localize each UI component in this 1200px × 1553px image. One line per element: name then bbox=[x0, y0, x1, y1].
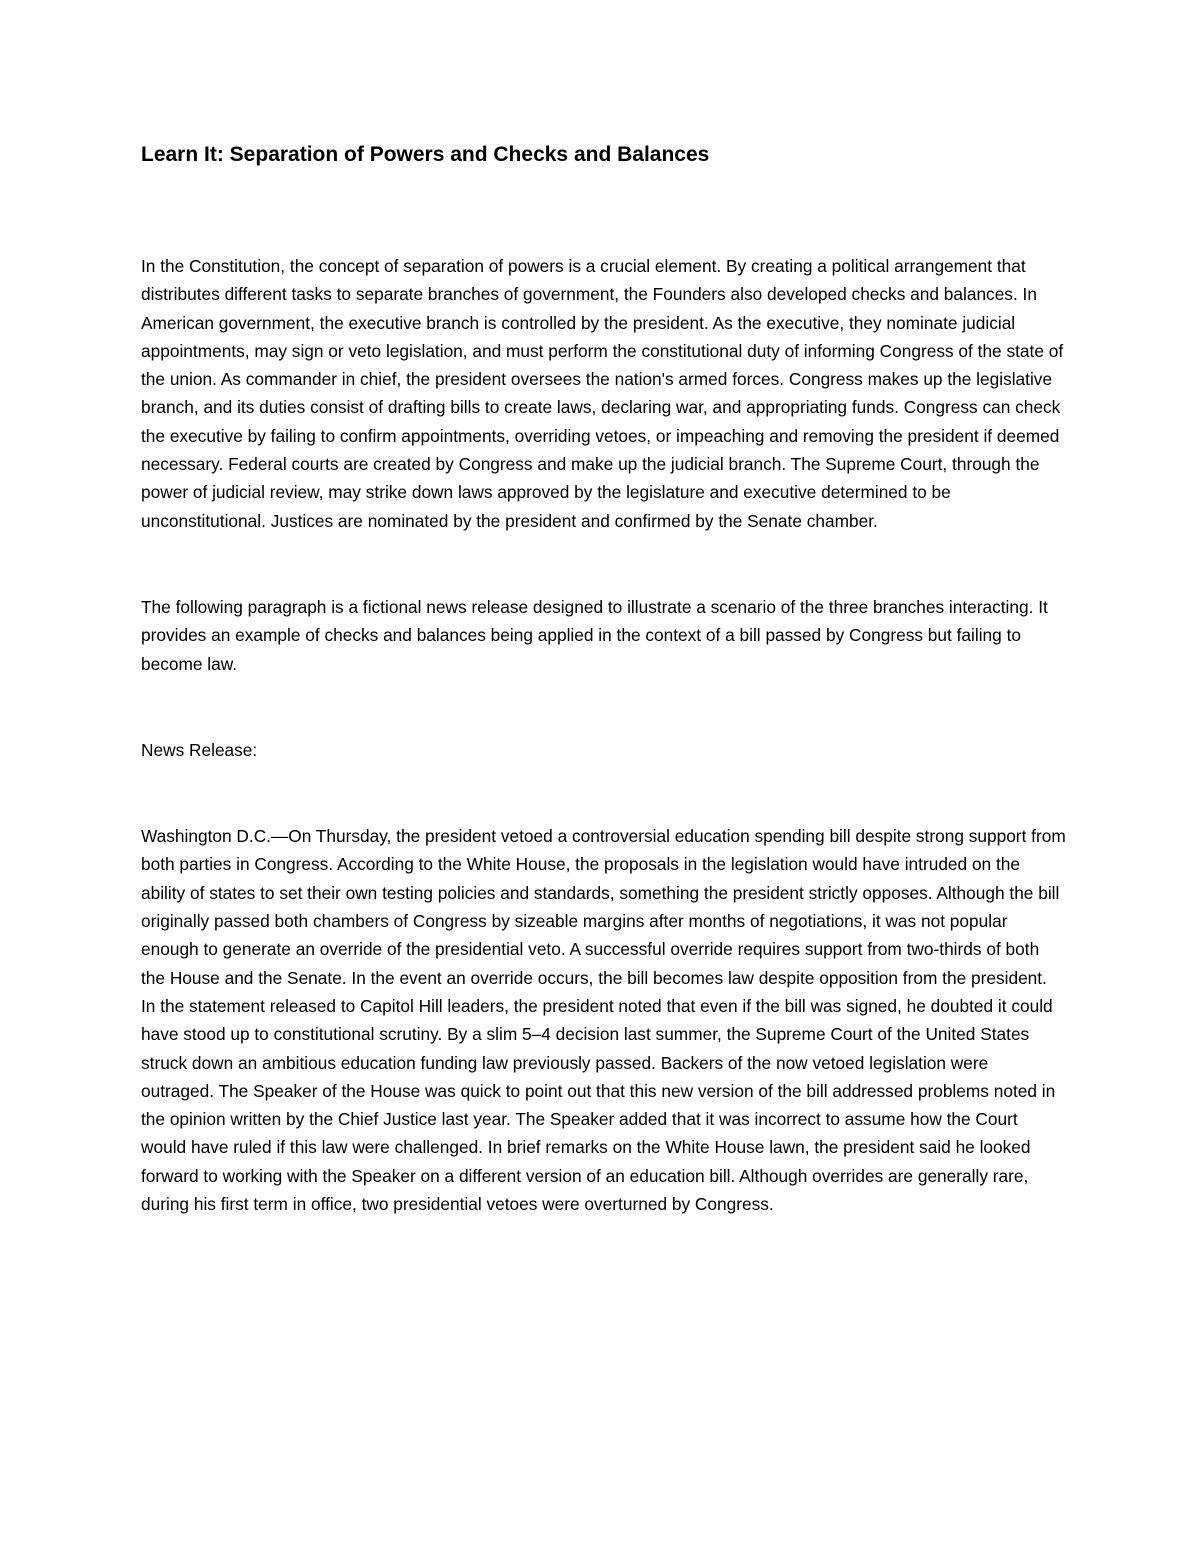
document-title: Learn It: Separation of Powers and Checks and Balances bbox=[141, 143, 710, 166]
paragraph-separation-of-powers: In the Constitution, the concept of separation of powers is a crucial element. By creating a political arrangement that distributes different tasks to separate branches of government, the Founders also developed checks and balances. In American government, the executive branch is controlled by the president. As the executive, they nominate judicial appointments, may sign or veto legislation, and must perform the constitutional duty of informing Congress of the state of the union. As commander in chief, the president oversees the nation's armed forces. Congress makes up the legislative branch, and its duties consist of drafting bills to create laws, declaring war, and appropriating funds. Congress can check the executive by failing to confirm appointments, overriding vetoes, or impeaching and removing the president if deemed necessary. Federal courts are created by Congress and make up the judicial branch. The Supreme Court, through the power of judicial review, may strike down laws approved by the legislature and executive determined to be unconstitutional. Justices are nominated by the president and confirmed by the Senate chamber. bbox=[141, 256, 1064, 531]
news-release-label: News Release: bbox=[141, 739, 258, 760]
paragraph-news-release: Washington D.C.—On Thursday, the president vetoed a controversial education spending bill despite strong support from both parties in Congress. According to the White House, the proposals in the legislation would have intruded on the ability of states to set their own testing policies and standards, something the president strictly opposes. Although the bill originally passed both chambers of Congress by sizeable margins after months of negotiations, it was not popular enough to generate an override of the presidential veto. A successful override requires support from two-thirds of both the House and the Senate. In the event an override occurs, the bill becomes law despite opposition from the president. In the statement released to Capitol Hill leaders, the president noted that even if the bill was signed, he doubted it could have stood up to constitutional scrutiny. By a slim 5–4 decision last summer, the Supreme Court of the United States struck down an ambitious education funding law previously passed. Backers of the now vetoed legislation were outraged. The Speaker of the House was quick to point out that this new version of the bill addressed problems noted in the opinion written by the Chief Justice last year. The Speaker added that it was incorrect to assume how the Court would have ruled if this law were challenged. In brief remarks on the White House lawn, the president said he looked forward to working with the Speaker on a different version of an education bill. Although overrides are generally rare, during his first term in office, two presidential vetoes were overturned by Congress. bbox=[141, 826, 1066, 1215]
paragraph-news-intro: The following paragraph is a fictional news release designed to illustrate a scenario of the three branches interacting. It provides an example of checks and balances being applied in the context of a bill passed by Congress but failing to become law. bbox=[141, 596, 1048, 674]
paragraph-spacer bbox=[141, 535, 1066, 593]
paragraph-spacer bbox=[141, 764, 1066, 822]
document-body bbox=[141, 140, 1066, 1218]
paragraph-spacer bbox=[141, 678, 1066, 736]
